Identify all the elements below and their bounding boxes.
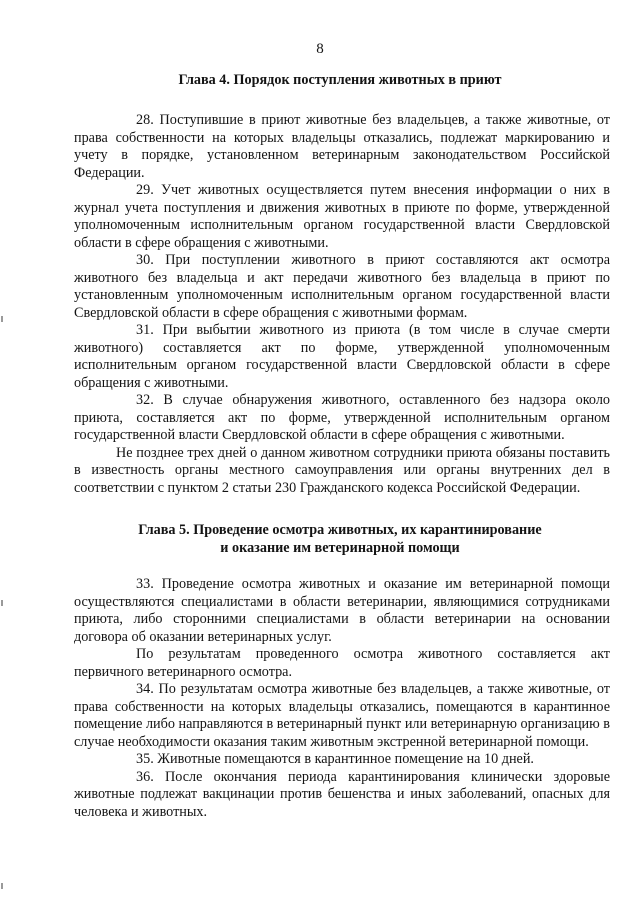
paragraph-28: 28. Поступившие в приют животные без владельцев, а также животные, от права собственности на которых владельцы отказались, подлежат маркированию и учету в порядке, установленном ветеринарным законодательством Российской Федерации.	[74, 112, 610, 181]
paragraph-30: 30. При поступлении животного в приют составляются акт осмотра животного без владельца и акт передачи животного без владельца в приют по установленным уполномоченным исполнительным органом государственной власти Свердловской области в сфере обращения с животными формам.	[74, 252, 610, 321]
paragraph-31: 31. При выбытии животного из приюта (в том числе в случае смерти животного) составляется акт по форме, утвержденной уполномоченным исполнительным органом государственной власти Свердловской области в сфере обращения с животными.	[74, 322, 610, 391]
chapter-5-title-line-2: и оказание им ветеринарной помощи	[220, 539, 460, 556]
chapter-4-title: Глава 4. Порядок поступления животных в приют	[178, 72, 502, 88]
paragraph-29: 29. Учет животных осуществляется путем внесения информации о них в журнал учета поступления и движения животных в приюте по форме, утвержденной уполномоченным исполнительным органом государственной власти Свердловской области в сфере обращения с животными.	[74, 182, 610, 251]
paragraph-34: 34. По результатам осмотра животные без владельцев, а также животные, от права собственности на которых владельцы отказались, помещаются в карантинное помещение либо направляются в ветеринарный пункт или ветеринарную организацию в случае необходимости оказания таким животным экстренной ветеринарной помощи.	[74, 681, 610, 750]
paragraph-32-continuation: Не позднее трех дней о данном животном сотрудники приюта обязаны поставить в известность органы местного самоуправления или органы внутренних дел в соответствии с пунктом 2 статьи 230 Гражданского кодекса Российской Федерации.	[74, 444, 610, 496]
chapter-5-body	[74, 576, 610, 821]
paragraph-35: 35. Животные помещаются в карантинное помещение на 10 дней.	[136, 751, 534, 767]
paragraph-33: 33. Проведение осмотра животных и оказание им ветеринарной помощи осуществляются специалистами в области ветеринарии, являющимися сотрудниками приюта, либо сторонними специалистами в области ветеринарии на основании договора об оказании ветеринарных услуг.	[74, 576, 610, 645]
paragraph-33-continuation: По результатам проведенного осмотра животного составляется акт первичного ветеринарного осмотра.	[74, 646, 610, 680]
chapter-4-body	[74, 112, 610, 497]
page-number: 8	[316, 41, 324, 57]
paragraph-32: 32. В случае обнаружения животного, оставленного без надзора около приюта, составляется акт по форме, утвержденной исполнительным органом государственной власти Свердловской области в сфере обращения с животными.	[74, 392, 610, 443]
paragraph-36: 36. После окончания периода карантинирования клинически здоровые животные подлежат вакцинации против бешенства и иных заболеваний, опасных для человека и животных.	[74, 768, 610, 820]
scan-margin-mark	[1, 883, 3, 889]
scan-margin-mark	[1, 316, 3, 322]
scan-margin-mark	[1, 600, 3, 606]
chapter-5-title-line-1: Глава 5. Проведение осмотра животных, их карантинирование	[138, 522, 542, 538]
chapter-5-title	[70, 522, 610, 557]
